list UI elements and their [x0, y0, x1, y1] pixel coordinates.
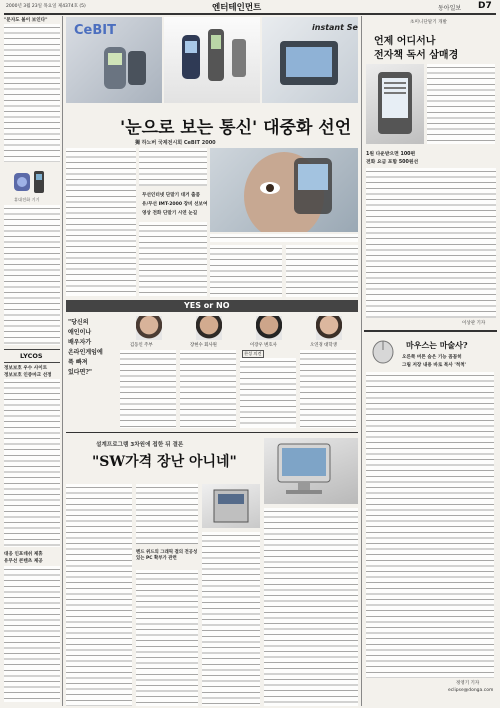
photo-instant	[262, 17, 358, 103]
sidebar-title-1: 언제 어디서나	[374, 36, 436, 47]
opinion-2-name: 장현수 회사원	[190, 343, 217, 348]
photo-strip	[66, 17, 358, 109]
paper-name: 동아일보	[438, 5, 462, 12]
lower-col-head: 벤드 위드의 그래픽 결의 전공성있는 PC 확부가 관련	[136, 550, 198, 561]
quote-line-3: 배우자가	[68, 339, 92, 346]
face-caption	[210, 234, 358, 242]
opinion-3-text	[240, 358, 296, 428]
tip-head: 마우스는 마술사?	[406, 340, 468, 350]
face-illustration-icon	[210, 148, 358, 232]
lycos-logo	[4, 349, 60, 363]
mouse-icon	[368, 338, 398, 364]
main-text-col-3	[210, 245, 282, 297]
quote-line-1: "당신의	[68, 319, 89, 326]
computer-monitor-icon	[264, 438, 358, 504]
left-intro-text	[4, 24, 60, 162]
footer-email: eclipse@donga.com	[448, 688, 494, 693]
yes-no-quote	[68, 318, 116, 428]
opinion-1	[120, 316, 178, 428]
lower-photo	[264, 438, 358, 504]
sidebar-kicker: 초미니단말기 개발	[410, 20, 447, 25]
tip-box	[364, 330, 497, 708]
left-head-3: 대웅 인포데쉬 제휴	[4, 552, 43, 557]
sidebar-title-2: 전자책 독서 삼매경	[374, 50, 459, 61]
footer-author: 정영기 기자	[456, 681, 480, 686]
phone-caption: 휴대전화 기기	[14, 197, 40, 202]
lower-rule	[66, 432, 358, 433]
mobile-devices-icon	[164, 17, 260, 103]
opinion-3-avatar	[256, 316, 282, 340]
quote-line-6: 있다면?"	[68, 369, 93, 376]
left-head-1: 정보보호 우수 사이트	[4, 366, 48, 371]
lower-title: "SW가격 장난 아니네"	[92, 454, 237, 470]
masthead	[0, 0, 500, 14]
lower-photo-2	[202, 484, 260, 528]
sidebar-text-2	[366, 168, 496, 318]
left-lower-text-2	[4, 566, 60, 702]
masthead-rule	[4, 13, 496, 15]
opinion-1-name: 김동인 주부	[130, 343, 153, 348]
main-subhead-3: 영상 전화 단말기 시연 눈길	[142, 211, 198, 216]
sidebar-highlight-1: 1원 다운받으면 100편	[366, 152, 416, 157]
left-intro-title: "문자도 볼이 보인다"	[4, 18, 48, 23]
opinion-2	[180, 316, 238, 428]
tip-sub-1: 오른쪽 버튼 숨은 기능 꼼꼼히	[402, 355, 462, 360]
opinion-3	[240, 316, 298, 428]
left-mid-text	[4, 205, 60, 345]
sidebar-author: 이상관 기자	[462, 321, 486, 326]
quote-line-4: 온라인게임에	[68, 349, 103, 356]
right-divider	[361, 16, 362, 706]
section-title: 엔터테인먼트	[212, 3, 262, 13]
main-subhead-2: 유/무선 IMT-2000 장비 선보여	[142, 202, 208, 207]
opinion-4	[300, 316, 358, 428]
page-number: D7	[478, 1, 492, 11]
sidebar-text-1	[427, 64, 495, 144]
left-column	[4, 17, 60, 705]
quote-line-2: 애인이나	[68, 329, 92, 336]
tip-mouse-image	[368, 338, 398, 364]
tip-sub-2: 그림 저장 내용 바로 복사 '척척'	[402, 363, 467, 368]
lower-text-col-4	[264, 508, 358, 706]
opinion-4-avatar	[316, 316, 342, 340]
left-head-2: 정보보호 인증마크 선정	[4, 373, 52, 378]
main-text-col-4	[286, 245, 358, 297]
photo-phones	[164, 17, 260, 103]
masthead-date: 2000년 3월 23일 목요일 제4374호 (5)	[6, 4, 86, 9]
opinion-3-tag: 찬성 의견	[244, 351, 262, 356]
main-text-col-2	[139, 148, 207, 186]
main-text-col-2b	[139, 222, 207, 296]
main-byline: 獨 하노버 국제전시회 CeBIT 2000	[135, 140, 216, 146]
lower-kicker: 설계프로그램 3차원에 접한 뒤 결론	[96, 442, 184, 448]
phone-icon	[12, 167, 50, 195]
sidebar-highlight-2: 전화 요금 포함 500원선	[366, 160, 419, 165]
left-lower-text-1	[4, 379, 60, 547]
lower-text-col-1	[66, 484, 132, 706]
main-subhead-1: 무선인터넷 단말기 대거 출품	[142, 193, 201, 198]
opinion-1-avatar	[136, 316, 162, 340]
lower-text-col-3	[202, 532, 260, 706]
face-photo	[210, 148, 358, 232]
quote-line-5: 푹 빠져	[68, 359, 88, 366]
lycos-logo-text: LYCOS	[20, 352, 43, 360]
main-text-col-1	[66, 148, 136, 296]
opinion-3-name: 이장우 변호사	[250, 343, 277, 348]
lower-text-col-2b	[136, 570, 198, 706]
yes-no-label: YES or NO	[184, 301, 230, 310]
main-headline: '눈으로 보는 통신' 대중화 선언	[120, 118, 352, 138]
opinion-4-text	[300, 350, 356, 428]
yes-no-banner	[66, 300, 358, 312]
opinion-1-text	[120, 350, 176, 428]
left-head-4: 유무선 콘텐츠 제공	[4, 559, 43, 564]
ebook-photo	[366, 64, 424, 144]
ebook-device-icon	[366, 64, 424, 144]
lower-text-col-2	[136, 484, 198, 544]
phone-image	[12, 167, 50, 195]
left-divider	[62, 16, 63, 706]
software-box-icon	[202, 484, 260, 528]
opinion-2-avatar	[196, 316, 222, 340]
tip-text	[366, 372, 494, 678]
photo-cebit	[66, 17, 162, 103]
instant-label: instant Se	[312, 23, 358, 32]
cebit-label: CeBIT	[74, 23, 116, 38]
opinion-4-name: 오연경 대학생	[310, 343, 337, 348]
opinion-2-text	[180, 350, 236, 428]
